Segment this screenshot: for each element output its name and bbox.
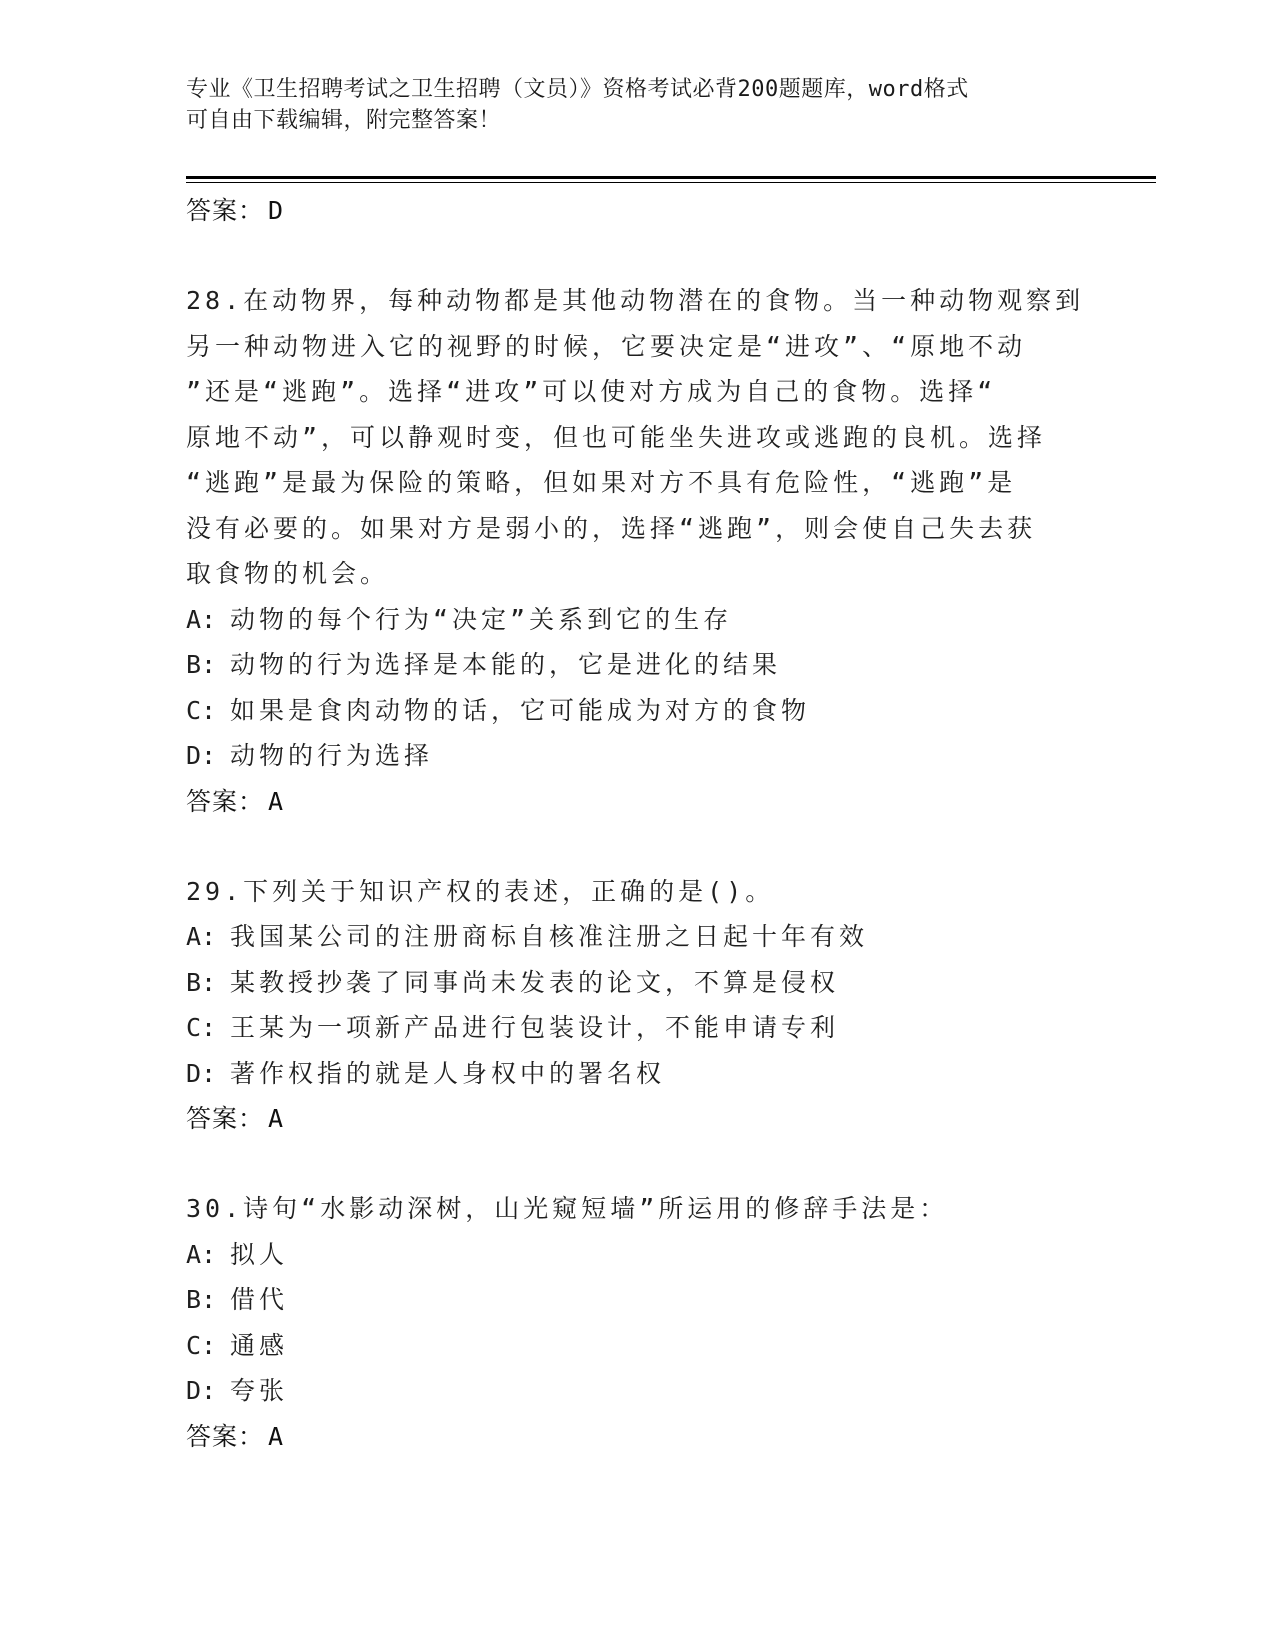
stem-line: “逃跑”是最为保险的策略，但如果对方不具有危险性，“逃跑”是	[186, 468, 1017, 497]
header-divider-thick	[186, 176, 1156, 179]
answer-value: A	[268, 1421, 284, 1451]
question-block-29	[186, 869, 1086, 1143]
stem-line: 30.诗句“水影动深树，山光窥短墙”所运用的修辞手法是：	[186, 1194, 949, 1223]
option-text: 借代	[230, 1285, 289, 1314]
answer-label: 答案：	[186, 786, 265, 816]
option-text: 动物的行为选择	[230, 741, 434, 770]
previous-answer	[186, 188, 1086, 234]
option-d	[186, 1051, 1086, 1097]
header-line-2: 可自由下载编辑，附完整答案！	[186, 108, 502, 133]
option-key: D:	[186, 1058, 217, 1088]
question-answer	[186, 1096, 1086, 1142]
question-stem	[186, 1186, 1086, 1232]
option-text: 动物的行为选择是本能的，它是进化的结果	[230, 650, 782, 679]
option-c	[186, 688, 1086, 734]
stem-line: ”还是“逃跑”。选择“进攻”可以使对方成为自己的食物。选择“	[186, 377, 997, 406]
option-key: B:	[186, 967, 217, 997]
option-key: D:	[186, 1376, 217, 1405]
stem-line: 没有必要的。如果对方是弱小的，选择“逃跑”，则会使自己失去获	[186, 513, 1037, 543]
stem-line: 原地不动”，可以静观时变，但也可能坐失进攻或逃跑的良机。选择	[186, 422, 1047, 452]
header-line-1: 专业《卫生招聘考试之卫生招聘（文员）》资格考试必背200题题库，word格式	[186, 77, 969, 102]
stem-line: 29.下列关于知识产权的表述，正确的是()。	[186, 876, 775, 906]
stem-line: 取食物的机会。	[186, 559, 390, 588]
stem-line: 另一种动物进入它的视野的时候，它要决定是“进攻”、“原地不动	[186, 331, 1027, 361]
option-c	[186, 1323, 1086, 1369]
header-divider-thin	[186, 182, 1156, 183]
question-answer	[186, 1414, 1086, 1460]
option-b	[186, 642, 1086, 688]
option-key: A:	[186, 922, 217, 951]
option-text: 拟人	[230, 1239, 289, 1269]
option-key: A:	[186, 604, 217, 634]
question-block-30	[186, 1186, 1086, 1460]
option-a	[186, 1232, 1086, 1278]
option-a	[186, 597, 1086, 643]
spacer	[186, 825, 1086, 869]
option-text: 动物的每个行为“决定”关系到它的生存	[230, 604, 733, 634]
option-key: C:	[186, 1330, 217, 1360]
option-text: 夸张	[230, 1376, 289, 1405]
option-text: 通感	[230, 1330, 289, 1360]
option-a	[186, 914, 1086, 960]
option-key: B:	[186, 1285, 217, 1314]
question-block-28	[186, 278, 1086, 825]
option-key: D:	[186, 741, 217, 770]
option-text: 如果是食肉动物的话，它可能成为对方的食物	[230, 695, 811, 725]
answer-label: 答案：	[186, 196, 265, 225]
document-header	[186, 74, 1066, 136]
answer-label: 答案：	[186, 1104, 265, 1133]
option-d	[186, 733, 1086, 779]
option-key: B:	[186, 650, 217, 679]
option-key: A:	[186, 1239, 217, 1269]
spacer	[186, 234, 1086, 278]
answer-value: D	[268, 196, 284, 225]
spacer	[186, 1142, 1086, 1186]
option-b	[186, 960, 1086, 1006]
option-d	[186, 1368, 1086, 1414]
answer-label: 答案：	[186, 1421, 265, 1451]
stem-line: 28.在动物界，每种动物都是其他动物潜在的食物。当一种动物观察到	[186, 286, 1085, 315]
option-text: 著作权指的就是人身权中的署名权	[230, 1058, 666, 1088]
option-text: 某教授抄袭了同事尚未发表的论文，不算是侵权	[230, 967, 840, 997]
option-text: 王某为一项新产品进行包装设计，不能申请专利	[230, 1013, 840, 1042]
question-stem	[186, 869, 1086, 915]
option-key: C:	[186, 695, 217, 725]
question-stem	[186, 278, 1086, 597]
question-answer	[186, 779, 1086, 825]
question-content	[186, 188, 1086, 1460]
option-c	[186, 1005, 1086, 1051]
option-key: C:	[186, 1013, 217, 1042]
option-b	[186, 1277, 1086, 1323]
option-text: 我国某公司的注册商标自核准注册之日起十年有效	[230, 922, 869, 951]
answer-value: A	[268, 1104, 284, 1133]
answer-value: A	[268, 786, 284, 816]
